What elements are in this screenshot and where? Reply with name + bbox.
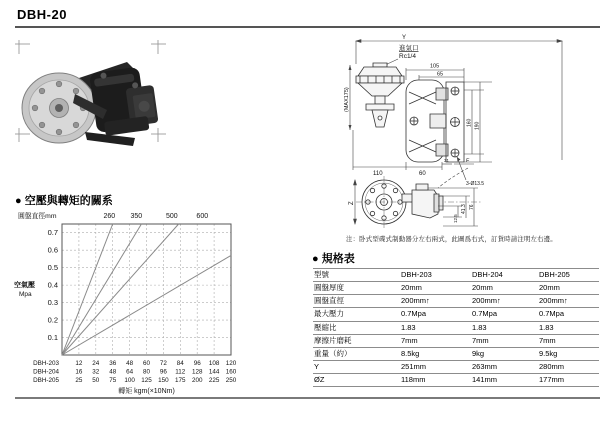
- x-scale-value: 96: [193, 360, 201, 367]
- x-scale-value: 84: [176, 360, 184, 367]
- spec-row: [313, 282, 599, 295]
- spec-heading: ● 規格表: [312, 253, 355, 265]
- x-scale-model: DBH-203: [33, 360, 59, 367]
- x-scale-value: 75: [109, 377, 117, 384]
- spec-cell: 280mm: [538, 360, 599, 373]
- x-scale-value: 48: [109, 368, 117, 376]
- x-scale-model: DBH-205: [33, 377, 59, 384]
- series-label-600: 600: [196, 213, 209, 220]
- x-scale-value: 112: [175, 368, 186, 376]
- x-scale-value: 24: [92, 360, 100, 367]
- dim-label-f: F: [466, 158, 470, 164]
- y-tick-label: 0.1: [47, 333, 58, 343]
- spec-header-row: [313, 269, 599, 282]
- spec-row: [313, 360, 599, 373]
- dim-label-41-3: 41.3: [461, 204, 467, 214]
- spec-cell: 1.83: [400, 321, 471, 334]
- spec-row-label: ØZ: [313, 374, 400, 387]
- spec-row: [313, 295, 599, 308]
- spec-table: [313, 268, 599, 387]
- drawing-note: 注：卧式型碟式制動器分左右兩式，此圖爲右式，訂貨時請注明左右邊。: [346, 236, 557, 243]
- spec-cell: 0.7Mpa: [538, 308, 599, 321]
- spec-table-wrap: [313, 268, 599, 387]
- spec-cell: 177mm: [538, 374, 599, 387]
- spec-cell: 0.7Mpa: [471, 308, 538, 321]
- spec-cell: 1.83: [471, 321, 538, 334]
- y-tick-label: 0.7: [47, 228, 58, 238]
- spec-cell: 20mm: [471, 282, 538, 295]
- x-scale-value: 96: [159, 368, 167, 376]
- pressure-torque-chart: [10, 204, 340, 396]
- series-line-260: [62, 224, 113, 355]
- brake-illustration: [22, 62, 159, 146]
- x-scale-value: 64: [126, 368, 134, 376]
- spec-cell: 9kg: [471, 347, 538, 360]
- air-inlet-label: 進氣口: [399, 45, 419, 52]
- x-scale-value: 72: [159, 360, 167, 367]
- chart-heading: ● 空壓與轉矩的關系: [15, 195, 113, 207]
- x-scale-value: 50: [92, 377, 100, 384]
- spec-cell: 8.5kg: [400, 347, 471, 360]
- spec-cell: 141mm: [471, 374, 538, 387]
- spec-cell: 251mm: [400, 360, 471, 373]
- spec-cell: 7mm: [471, 334, 538, 347]
- technical-drawing: [342, 30, 614, 235]
- x-scale-value: 250: [225, 377, 237, 384]
- spec-row-label: 重量（約）: [313, 347, 400, 360]
- page-title: DBH-20: [17, 7, 67, 22]
- spec-cell: DBH-204: [471, 269, 538, 282]
- series-label-260: 260: [103, 213, 116, 220]
- y-tick-label: 0.5: [47, 263, 58, 273]
- air-chamber: [356, 63, 404, 127]
- spec-cell: 1.83: [538, 321, 599, 334]
- x-scale-value: 150: [158, 377, 169, 384]
- top-axis-label: 圓盤直徑mm: [18, 213, 57, 220]
- x-scale-value: 16: [75, 368, 83, 376]
- bolt-hole-note: 3-Ø13.5: [466, 181, 485, 187]
- disc-side-view: [362, 180, 443, 224]
- spec-cell: 118mm: [400, 374, 471, 387]
- spec-cell: 20mm: [400, 282, 471, 295]
- spec-cell: 20mm: [538, 282, 599, 295]
- dim-label-60: 60: [419, 171, 426, 177]
- spec-row-label: Y: [313, 360, 400, 373]
- dim-label-y: Y: [402, 35, 407, 41]
- y-axis-label: 空氣壓: [14, 282, 35, 290]
- x-scale-value: 225: [208, 377, 220, 384]
- spec-cell: 263mm: [471, 360, 538, 373]
- series-line-500: [62, 224, 179, 355]
- x-scale-value: 160: [225, 368, 237, 376]
- spec-cell: 7mm: [400, 334, 471, 347]
- spec-cell: 200mm↑: [400, 295, 471, 308]
- x-scale-value: 175: [175, 377, 186, 384]
- spec-row: [313, 334, 599, 347]
- caliper-front: [406, 80, 464, 162]
- x-scale-value: 100: [124, 377, 135, 384]
- spec-cell: 9.5kg: [538, 347, 599, 360]
- x-scale-value: 80: [142, 368, 151, 376]
- y-tick-label: 0.6: [47, 245, 58, 255]
- x-scale-value: 25: [75, 377, 83, 384]
- spec-cell: DBH-203: [400, 269, 471, 282]
- x-scale-model: DBH-204: [33, 368, 59, 376]
- x-scale-value: 36: [109, 360, 117, 367]
- spec-row: [313, 308, 599, 321]
- dim-label-65: 65: [437, 71, 444, 78]
- x-scale-value: 128: [191, 368, 203, 376]
- dim-label-12-5: 12.5: [453, 214, 458, 223]
- x-scale-value: 108: [208, 360, 220, 367]
- dim-label-110: 110: [373, 171, 383, 177]
- spec-cell: DBH-205: [538, 269, 599, 282]
- dim-label-160: 160: [466, 118, 473, 127]
- spec-row: [313, 321, 599, 334]
- spec-cell: 200mm↑: [538, 295, 599, 308]
- x-scale-value: 200: [191, 377, 203, 384]
- spec-row-label: 圓盤厚度: [313, 282, 400, 295]
- footer-divider: [15, 397, 600, 399]
- dim-label-76: 76: [469, 204, 475, 210]
- spec-row: [313, 347, 599, 360]
- spec-cell: 0.7Mpa: [400, 308, 471, 321]
- series-label-500: 500: [166, 213, 178, 220]
- y-tick-label: 0.4: [47, 280, 58, 290]
- dim-label-105: 105: [430, 63, 440, 70]
- spec-row-label: 壓縮比: [313, 321, 400, 334]
- title-divider: [15, 26, 600, 28]
- x-scale-value: 144: [208, 368, 220, 376]
- spec-row-label: 圓盤直徑: [313, 295, 400, 308]
- x-scale-value: 32: [92, 368, 100, 376]
- spec-row: [313, 374, 599, 387]
- y-tick-label: 0.2: [47, 315, 58, 325]
- dim-label-z: Z: [349, 201, 355, 205]
- x-scale-value: 125: [141, 377, 152, 384]
- y-tick-label: 0.3: [47, 298, 58, 308]
- spec-row-label: 最大壓力: [313, 308, 400, 321]
- dim-label-190: 190: [474, 121, 481, 130]
- dim-label-max175: (MAX175): [344, 87, 350, 112]
- x-scale-value: 60: [142, 360, 151, 367]
- air-inlet-thread-label: Rc1/4: [399, 53, 416, 60]
- product-photo: [15, 40, 167, 152]
- series-label-350: 350: [130, 213, 143, 220]
- y-axis-unit: Mpa: [19, 291, 32, 299]
- x-scale-value: 12: [75, 360, 83, 367]
- spec-row-label: 型號: [313, 269, 400, 282]
- spec-row-label: 摩擦片磨耗: [313, 334, 400, 347]
- x-scale-value: 120: [225, 360, 237, 367]
- x-scale-value: 48: [126, 360, 134, 367]
- spec-cell: 7mm: [538, 334, 599, 347]
- x-axis-caption: 轉矩 kgm(×10Nm): [118, 388, 175, 395]
- spec-cell: 200mm↑: [471, 295, 538, 308]
- dim-label-31: 31: [444, 158, 450, 163]
